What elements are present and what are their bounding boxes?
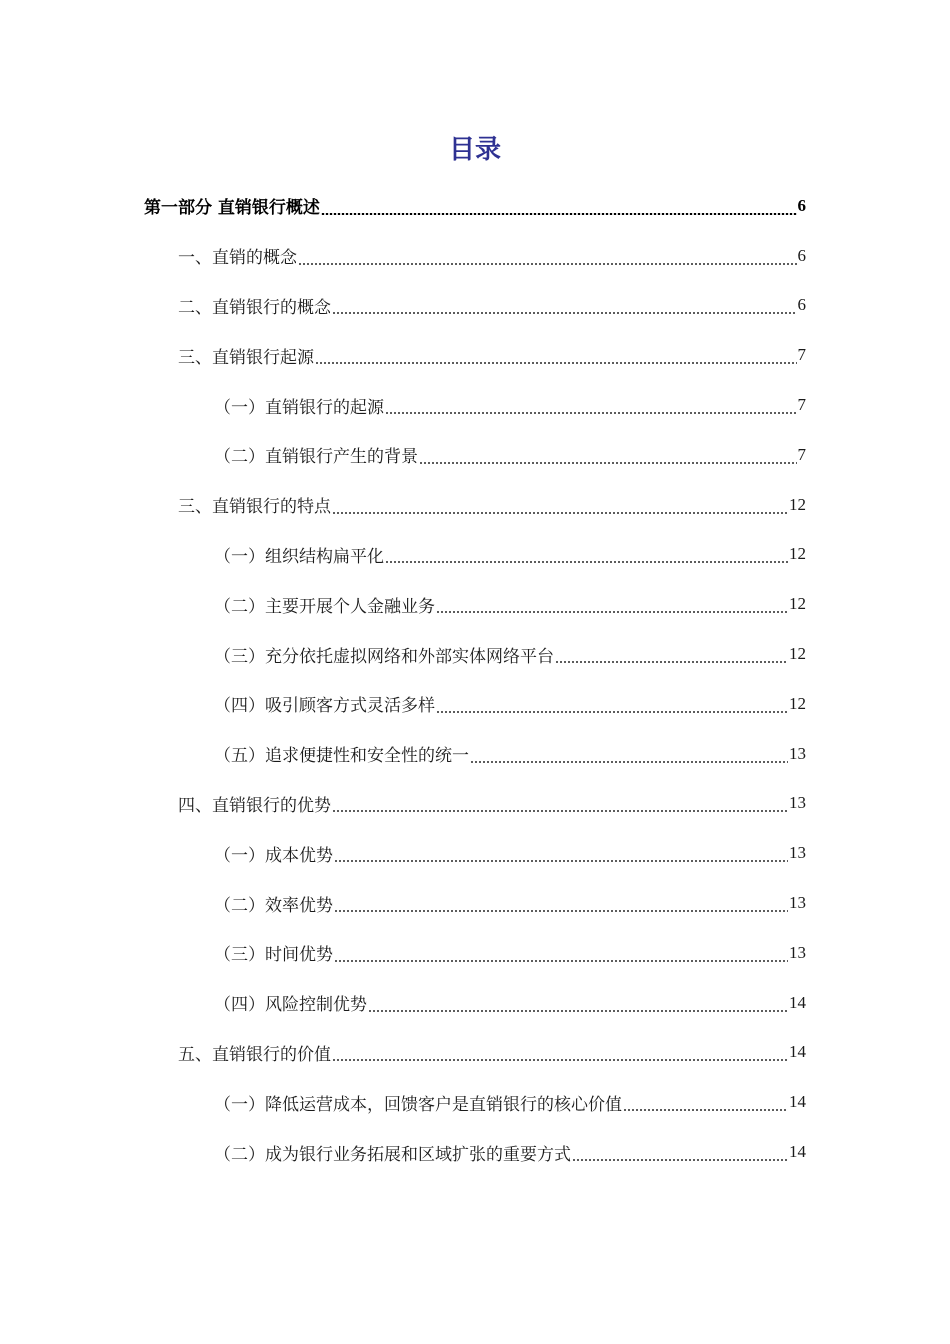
- toc-entry[interactable]: [0, 430, 950, 480]
- toc-entry[interactable]: [0, 1028, 950, 1078]
- toc-page-number: 12: [789, 494, 806, 514]
- toc-dot-leader: [334, 910, 788, 912]
- toc-page-number: 6: [797, 195, 806, 215]
- toc-list: [0, 181, 950, 1177]
- toc-dot-leader: [555, 661, 788, 663]
- toc-page-number: 12: [789, 693, 806, 713]
- toc-page-number: 13: [789, 893, 806, 913]
- toc-entry-text: （二）直销银行产生的背景: [214, 447, 418, 468]
- toc-entry-text: 五、直销银行的价值: [178, 1044, 331, 1065]
- toc-dot-leader: [385, 412, 797, 414]
- toc-page-number: 7: [797, 345, 806, 365]
- toc-page-number: 13: [789, 942, 806, 962]
- toc-entry[interactable]: [0, 629, 950, 679]
- toc-dot-leader: [315, 362, 797, 364]
- toc-entry-text: （二）主要开展个人金融业务: [214, 596, 435, 617]
- toc-dot-leader: [436, 711, 788, 713]
- toc-page-number: 7: [797, 395, 806, 415]
- toc-dot-leader: [298, 263, 797, 265]
- toc-dot-leader: [334, 960, 788, 962]
- toc-dot-leader: [334, 860, 788, 862]
- toc-page-number: 13: [789, 743, 806, 763]
- toc-dot-leader: [623, 1109, 788, 1111]
- toc-entry-text: （五）追求便捷性和安全性的统一: [214, 746, 469, 767]
- toc-entry-text: 三、直销银行起源: [178, 347, 314, 368]
- toc-entry-text: （一）成本优势: [214, 845, 333, 866]
- toc-entry-text: 第一部分 直销银行概述: [144, 198, 320, 219]
- toc-dot-leader: [321, 213, 797, 215]
- toc-page-number: 13: [789, 793, 806, 813]
- toc-page-number: 14: [789, 1092, 806, 1112]
- toc-entry[interactable]: [0, 281, 950, 331]
- toc-dot-leader: [572, 1159, 788, 1161]
- toc-title: 目录: [448, 135, 501, 165]
- toc-entry-text: 四、直销银行的优势: [178, 795, 331, 816]
- toc-entry[interactable]: [0, 878, 950, 928]
- toc-entry[interactable]: [0, 679, 950, 729]
- toc-page-number: 7: [797, 444, 806, 464]
- toc-entry[interactable]: [0, 330, 950, 380]
- toc-page-number: 6: [797, 245, 806, 265]
- toc-dot-leader: [368, 1010, 788, 1012]
- toc-entry-text: （二）效率优势: [214, 895, 333, 916]
- toc-entry[interactable]: [0, 978, 950, 1028]
- toc-entry[interactable]: [0, 779, 950, 829]
- toc-page-number: 12: [789, 644, 806, 664]
- toc-entry[interactable]: [0, 380, 950, 430]
- toc-entry-text: （一）组织结构扁平化: [214, 546, 384, 567]
- toc-page-number: 14: [789, 1042, 806, 1062]
- toc-entry-text: 三、直销银行的特点: [178, 497, 331, 518]
- toc-page-number: 12: [789, 544, 806, 564]
- toc-entry[interactable]: [0, 231, 950, 281]
- toc-entry-text: （一）直销银行的起源: [214, 397, 384, 418]
- toc-entry[interactable]: [0, 480, 950, 530]
- toc-dot-leader: [436, 611, 788, 613]
- toc-dot-leader: [332, 1059, 788, 1061]
- toc-entry[interactable]: [0, 579, 950, 629]
- toc-dot-leader: [385, 561, 788, 563]
- toc-entry-text: 一、直销的概念: [178, 248, 297, 269]
- toc-page-number: 13: [789, 843, 806, 863]
- toc-entry-text: （四）吸引顾客方式灵活多样: [214, 696, 435, 717]
- toc-entry[interactable]: [0, 1127, 950, 1177]
- toc-entry-text: （一）降低运营成本，回馈客户是直销银行的核心价值: [214, 1094, 622, 1115]
- toc-entry[interactable]: [0, 729, 950, 779]
- toc-dot-leader: [332, 512, 788, 514]
- toc-entry[interactable]: [0, 1077, 950, 1127]
- toc-dot-leader: [470, 761, 788, 763]
- toc-entry-text: （四）风险控制优势: [214, 995, 367, 1016]
- toc-entry-text: 二、直销银行的概念: [178, 297, 331, 318]
- toc-entry-text: （三）时间优势: [214, 945, 333, 966]
- toc-entry[interactable]: [0, 928, 950, 978]
- toc-entry[interactable]: [0, 181, 950, 231]
- toc-page-number: 14: [789, 1142, 806, 1162]
- toc-page-number: 6: [797, 295, 806, 315]
- toc-entry-text: （三）充分依托虚拟网络和外部实体网络平台: [214, 646, 554, 667]
- toc-entry-text: （二）成为银行业务拓展和区域扩张的重要方式: [214, 1144, 571, 1165]
- toc-page-number: 14: [789, 992, 806, 1012]
- toc-dot-leader: [419, 462, 797, 464]
- toc-dot-leader: [332, 810, 788, 812]
- toc-entry[interactable]: [0, 828, 950, 878]
- toc-dot-leader: [332, 312, 797, 314]
- toc-entry[interactable]: [0, 530, 950, 580]
- toc-page-number: 12: [789, 594, 806, 614]
